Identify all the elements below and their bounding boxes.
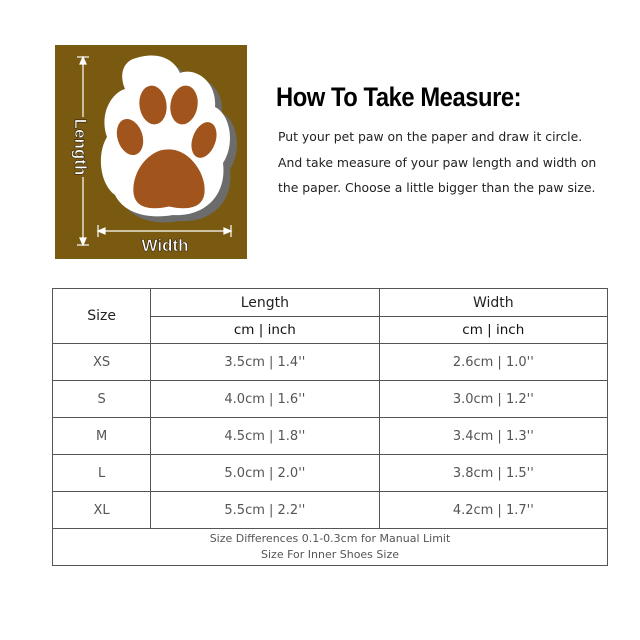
table-footnote xyxy=(53,529,608,566)
size-cell: L xyxy=(53,455,151,492)
width-label: Width xyxy=(141,236,189,255)
size-cell: M xyxy=(53,418,151,455)
table-row xyxy=(53,381,608,418)
paw-measure-illustration xyxy=(55,45,247,259)
length-cell: 5.0cm | 2.0'' xyxy=(151,455,379,492)
width-cell: 3.8cm | 1.5'' xyxy=(379,455,607,492)
table-row xyxy=(53,418,608,455)
length-label: Length xyxy=(71,118,90,176)
table-row xyxy=(53,455,608,492)
size-cell: XL xyxy=(53,492,151,529)
length-unit-header: cm | inch xyxy=(151,317,379,344)
instructions-text: Put your pet paw on the paper and draw it circle. And take measure of your paw length and width on the paper. Choose a little bigger than the paw size. xyxy=(278,129,597,195)
length-cell: 4.5cm | 1.8'' xyxy=(151,418,379,455)
length-cell: 4.0cm | 1.6'' xyxy=(151,381,379,418)
length-cell: 5.5cm | 2.2'' xyxy=(151,492,379,529)
width-cell: 4.2cm | 1.7'' xyxy=(379,492,607,529)
length-column-header: Length xyxy=(151,289,379,317)
table-row xyxy=(53,492,608,529)
size-cell: S xyxy=(53,381,151,418)
size-column-header: Size xyxy=(53,289,151,344)
page-title: How To Take Measure: xyxy=(276,82,522,112)
footnote-line-2: Size For Inner Shoes Size xyxy=(261,548,399,561)
size-chart-table xyxy=(52,288,608,566)
table-header-row xyxy=(53,289,608,317)
table-note-row xyxy=(53,529,608,566)
footnote-line-1: Size Differences 0.1-0.3cm for Manual Limit xyxy=(209,532,451,545)
table-row xyxy=(53,344,608,381)
width-unit-header: cm | inch xyxy=(379,317,607,344)
length-cell: 3.5cm | 1.4'' xyxy=(151,344,379,381)
width-cell: 2.6cm | 1.0'' xyxy=(379,344,607,381)
width-cell: 3.0cm | 1.2'' xyxy=(379,381,607,418)
size-cell: XS xyxy=(53,344,151,381)
width-column-header: Width xyxy=(379,289,607,317)
width-cell: 3.4cm | 1.3'' xyxy=(379,418,607,455)
